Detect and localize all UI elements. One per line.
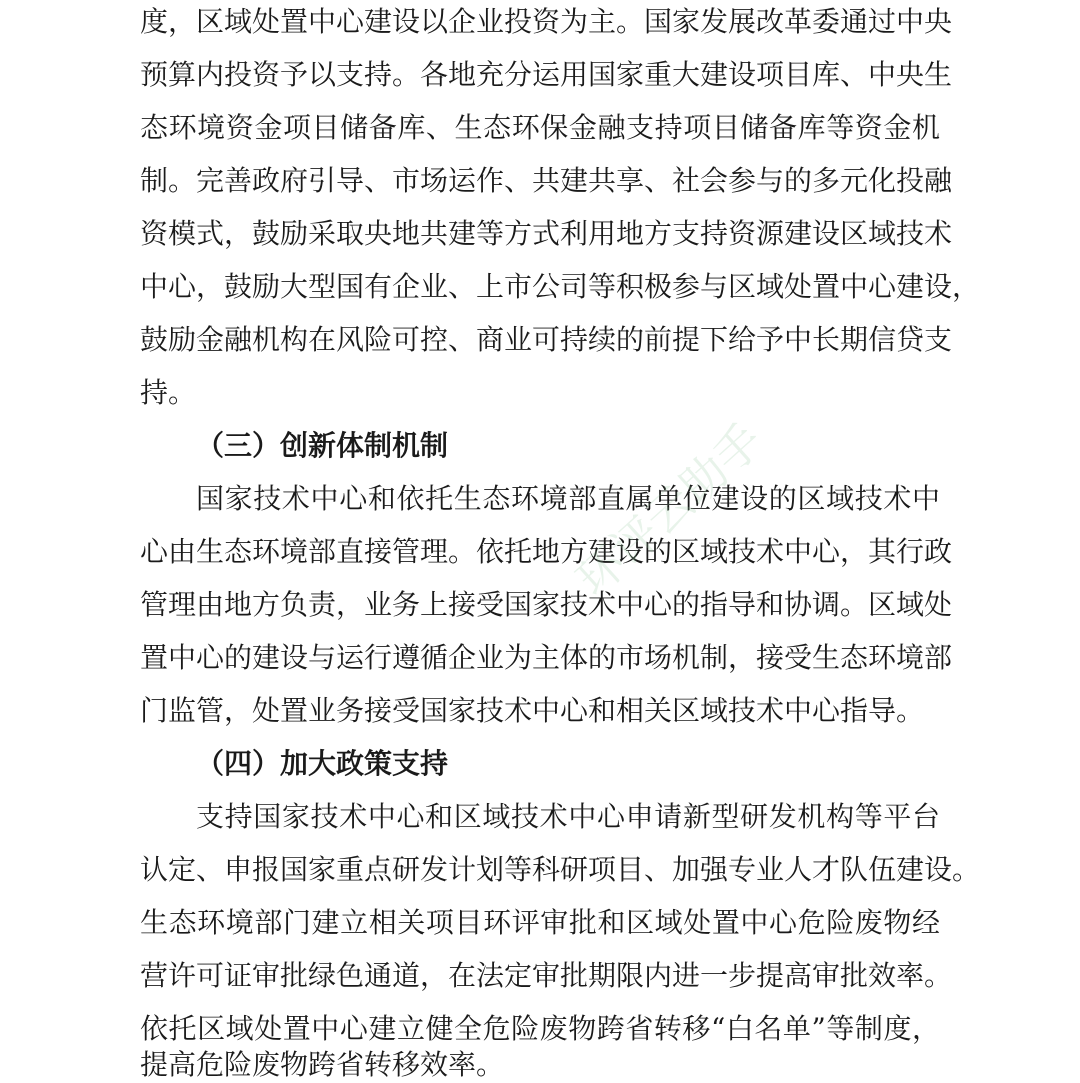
paragraph-line: 管理由地方负责，业务上接受国家技术中心的指导和协调。区域处 — [140, 588, 953, 621]
section-heading: （四）加大政策支持 — [196, 747, 449, 780]
paragraph-line: 国家技术中心和依托生态环境部直属单位建设的区域技术中 — [196, 482, 940, 515]
paragraph-line: 提高危险废物跨省转移效率。 — [140, 1048, 505, 1081]
paragraph-line: 持。 — [140, 376, 197, 409]
paragraph-line: 置中心的建设与运行遵循企业为主体的市场机制，接受生态环境部 — [140, 641, 953, 674]
paragraph-line: 心由生态环境部直接管理。依托地方建设的区域技术中心，其行政 — [140, 535, 953, 568]
paragraph-line: 度，区域处置中心建设以企业投资为主。国家发展改革委通过中央 — [140, 5, 953, 38]
section-heading: （三）创新体制机制 — [196, 429, 449, 462]
paragraph-line: 鼓励金融机构在风险可控、商业可持续的前提下给予中长期信贷支 — [140, 323, 953, 356]
watermark: 环评云助手 — [566, 412, 774, 607]
paragraph-line: 门监管，处置业务接受国家技术中心和相关区域技术中心指导。 — [140, 694, 925, 727]
paragraph-line: 预算内投资予以支持。各地充分运用国家重大建设项目库、中央生 — [140, 58, 953, 91]
paragraph-line: 营许可证审批绿色通道，在法定审批期限内进一步提高审批效率。 — [140, 959, 953, 992]
paragraph-line: 认定、申报国家重点研发计划等科研项目、加强专业人才队伍建设。 — [140, 853, 981, 886]
paragraph-line: 制。完善政府引导、市场运作、共建共享、社会参与的多元化投融 — [140, 164, 953, 197]
paragraph-line: 中心，鼓励大型国有企业、上市公司等积极参与区域处置中心建设， — [140, 270, 981, 303]
paragraph-line: 态环境资金项目储备库、生态环保金融支持项目储备库等资金机 — [140, 111, 940, 144]
paragraph-line: 依托区域处置中心建立健全危险废物跨省转移“白名单”等制度， — [140, 1012, 940, 1045]
paragraph-line: 资模式，鼓励采取央地共建等方式利用地方支持资源建设区域技术 — [140, 217, 953, 250]
paragraph-line: 支持国家技术中心和区域技术中心申请新型研发机构等平台 — [196, 800, 940, 833]
paragraph-line: 生态环境部门建立相关项目环评审批和区域处置中心危险废物经 — [140, 906, 940, 939]
